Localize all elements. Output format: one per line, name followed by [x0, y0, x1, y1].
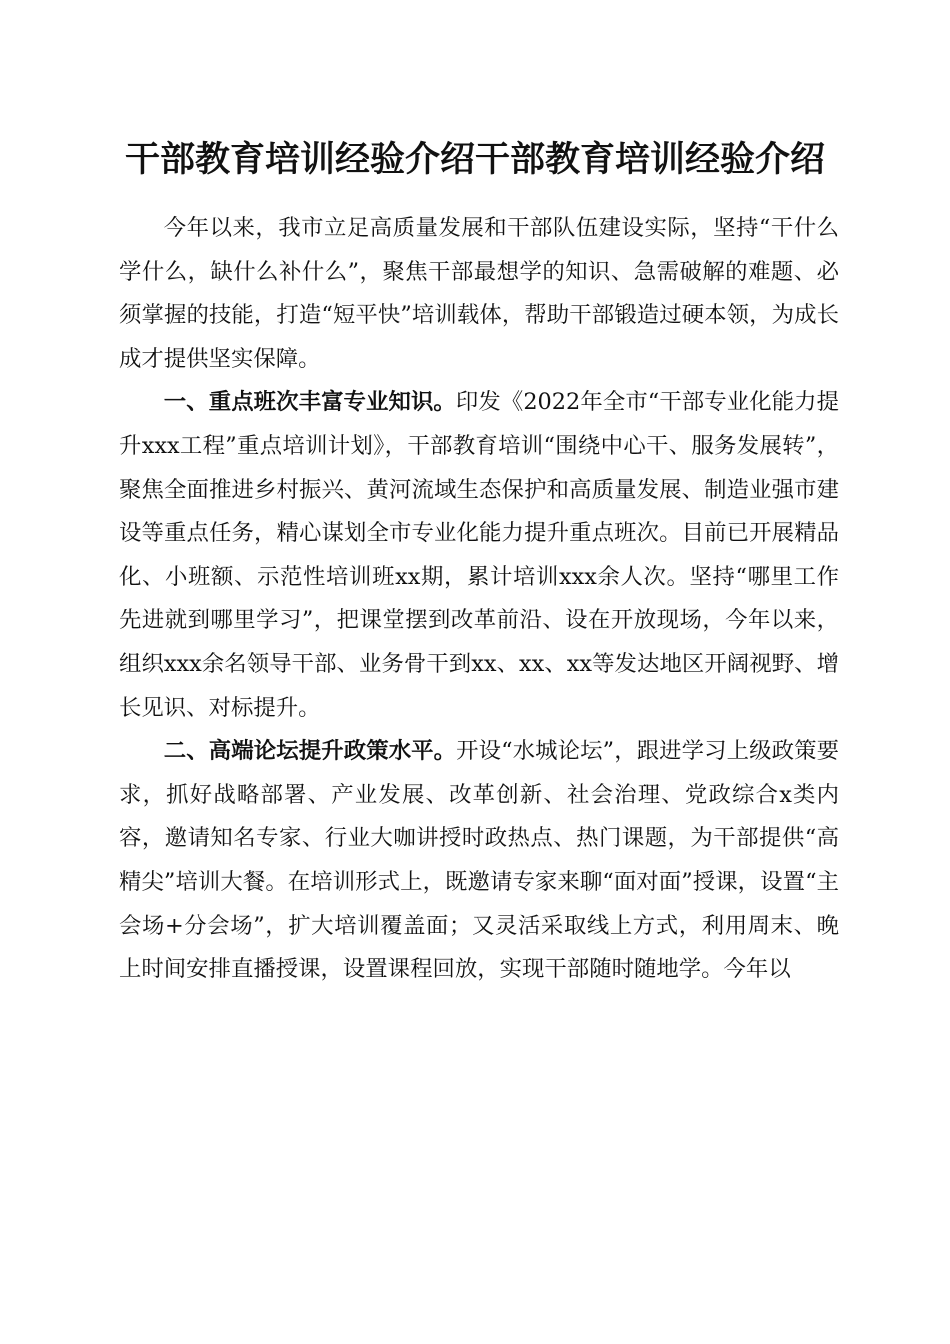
document-title: 干部教育培训经验介绍干部教育培训经验介绍	[124, 139, 825, 180]
paragraph-text: 今年以来，我市立足高质量发展和干部队伍建设实际，坚持“干什么学什么，缺什么补什么”，聚焦干部最想学的知识、急需破解的难题、必须掌握的技能，打造“短平快”培训载体，帮助干部锻造过硬本领，为成长成才提供坚实保障。	[119, 215, 839, 372]
paragraph-section-1	[119, 381, 839, 730]
paragraph-intro	[119, 207, 839, 381]
section-heading: 一、重点班次丰富专业知识。	[163, 389, 456, 416]
paragraph-text: 开设“水城论坛”，跟进学习上级政策要求，抓好战略部署、产业发展、改革创新、社会治理、党政综合x类内容，邀请知名专家、行业大咖讲授时政热点、热门课题，为干部提供“高精尖”培训大餐。在培训形式上，既邀请专家来聊“面对面”授课，设置“主会场+分会场”，扩大培训覆盖面；又灵活采取线上方式，利用周末、晚上时间安排直播授课，设置课程回放，实现干部随时随地学。今年以	[119, 738, 839, 983]
paragraph-text: 印发《2022年全市“干部专业化能力提升xxx工程”重点培训计划》，干部教育培训“围绕中心干、服务发展转”，聚焦全面推进乡村振兴、黄河流域生态保护和高质量发展、制造业强市建设等重点任务，精心谋划全市专业化能力提升重点班次。目前已开展精品化、小班额、示范性培训班xx期，累计培训xxx余人次。坚持“哪里工作先进就到哪里学习”，把课堂摆到改革前沿、设在开放现场，今年以来，组织xxx余名领导干部、业务骨干到xx、xx、xx等发达地区开阔视野、增长见识、对标提升。	[119, 389, 839, 721]
document-body	[119, 207, 839, 992]
paragraph-section-2	[119, 730, 839, 992]
section-heading: 二、高端论坛提升政策水平。	[163, 738, 457, 765]
